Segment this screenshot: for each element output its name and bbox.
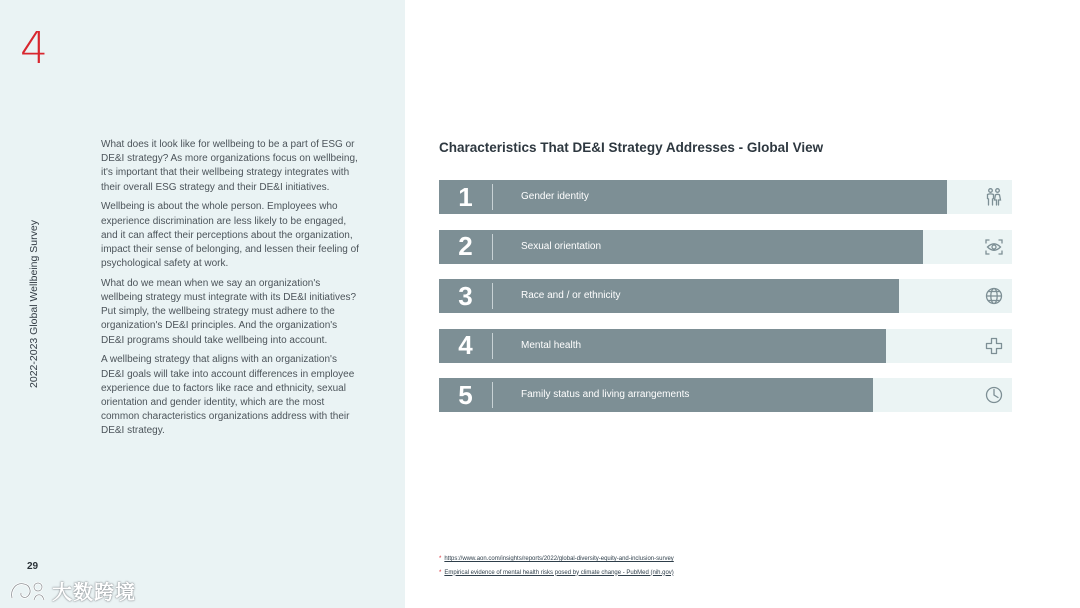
report-title-vertical: 2022-2023 Global Wellbeing Survey <box>28 220 40 388</box>
footnote-link[interactable]: https://www.aon.com/insights/reports/2022/global-diversity-equity-and-inclusion-survey <box>444 556 674 562</box>
rank-number: 4 <box>458 330 473 361</box>
rank-divider <box>492 382 493 408</box>
chart-bar <box>439 329 886 363</box>
watermark-text: 大数跨境 <box>52 580 136 604</box>
footnote-link[interactable]: Empirical evidence of mental health risks posed by climate change - PubMed (nih.gov) <box>444 569 674 576</box>
chart-bar <box>439 230 923 264</box>
globe-icon <box>984 286 1004 306</box>
chart-row <box>439 279 1012 313</box>
page-number: 29 <box>27 561 39 572</box>
bar-label: Gender identity <box>521 191 589 202</box>
clock-icon <box>984 385 1004 405</box>
body-text <box>101 138 363 444</box>
rank-number: 1 <box>458 181 473 212</box>
footnote-mark: * <box>439 569 442 576</box>
rank-number: 2 <box>458 231 473 262</box>
chart-title: Characteristics That DE&I Strategy Addresses - Global View <box>439 140 824 155</box>
bar-label: Family status and living arrangements <box>521 389 690 401</box>
footnotes <box>439 553 674 580</box>
rank-divider <box>492 184 493 210</box>
bar-label: Mental health <box>521 339 582 351</box>
rank-number: 3 <box>458 280 473 311</box>
bar-label: Sexual orientation <box>521 240 602 252</box>
medical-cross-icon <box>984 336 1004 356</box>
rank-divider <box>492 234 493 260</box>
rank-number: 5 <box>458 379 473 410</box>
section-number: 4 <box>20 23 48 74</box>
watermark <box>8 576 136 605</box>
body-paragraph-4: A wellbeing strategy that aligns with an organization's DE&I goals will take into account differences in employee experience due to factors like race and ethnicity, sexual orientation and gender identity, which are the most common characteristics organizations address with their DE&I strategy. <box>101 354 355 437</box>
bar-label: Race and / or ethnicity <box>521 290 621 302</box>
chart-bar <box>439 279 899 313</box>
rank-divider <box>492 333 493 359</box>
chart-row <box>439 230 1012 264</box>
footnote <box>439 553 674 567</box>
people-icon <box>984 187 1004 207</box>
body-paragraph-2: Wellbeing is about the whole person. Employees who experience discrimination are less likely to be engaged, and it can affect their perceptions about the organization, impact their sense of belonging, and lessen their feeling of psychological safety at work. <box>101 201 359 270</box>
chart <box>439 180 1012 428</box>
chart-row <box>439 329 1012 363</box>
footnote <box>439 567 674 581</box>
chart-row <box>439 378 1012 412</box>
watermark-logo-icon <box>8 578 48 604</box>
chart-row <box>439 180 1012 214</box>
left-panel <box>0 0 405 608</box>
footnote-mark: * <box>439 556 442 562</box>
eye-scan-icon <box>984 237 1004 257</box>
body-paragraph-3: What do we mean when we say an organization's wellbeing strategy must integrate with its DE&I initiatives? Put simply, the wellbeing strategy must adhere to the organization's DE&I principles. And the organization's DE&I programs should take wellbeing into account. <box>101 277 357 346</box>
rank-divider <box>492 283 493 309</box>
chart-bar <box>439 180 947 214</box>
body-paragraph-1: What does it look like for wellbeing to be a part of ESG or DE&I strategy? As more organizations focus on wellbeing, it's important that their wellbeing strategy integrates with their overall ESG strategy and their DE&I initiatives. <box>101 139 358 193</box>
